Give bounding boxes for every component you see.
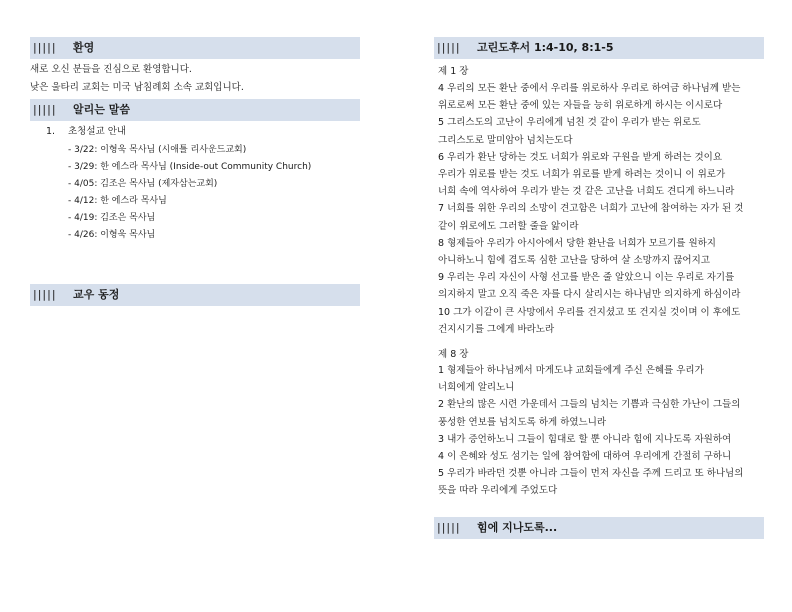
verse-line: 의지하지 말고 오직 죽은 자를 다시 살리시는 하나님만 의지하게 하심이라 bbox=[438, 289, 741, 301]
list-item: - 4/05: 김조은 목사님 (제자삼는교회) bbox=[68, 179, 218, 189]
list-item: - 3/29: 한 에스라 목사님 (Inside-out Community Church) bbox=[68, 162, 312, 172]
section-marker: ||||| bbox=[437, 521, 461, 534]
sermon-header bbox=[434, 517, 764, 539]
section-marker: ||||| bbox=[33, 288, 57, 301]
announcements-header bbox=[30, 99, 360, 121]
scripture-title: 고린도후서 1:4-10, 8:1-5 bbox=[477, 41, 614, 54]
scripture-header bbox=[434, 37, 764, 59]
verse-line: 풍성한 연보를 넘치도록 하게 하였느니라 bbox=[438, 416, 607, 428]
verse-line: 4 이 은혜와 성도 섬기는 일에 참여함에 대하여 우리에게 간절히 구하니 bbox=[438, 451, 732, 463]
announcements-title: 알리는 말씀 bbox=[73, 103, 130, 116]
news-header bbox=[30, 284, 360, 306]
news-title: 교우 동정 bbox=[73, 288, 120, 301]
list-item: - 4/26: 이형욱 목사님 bbox=[68, 230, 156, 240]
section-marker: ||||| bbox=[33, 41, 57, 54]
verse-line: 6 우리가 환난 당하는 것도 너희가 위로와 구원을 받게 하려는 것이요 bbox=[438, 151, 723, 163]
guest-speaker-list bbox=[68, 142, 311, 244]
chapter-8-verses bbox=[438, 362, 764, 500]
verse-line: 3 내가 증언하노니 그들이 힘대로 할 뿐 아니라 힘에 지나도록 자원하여 bbox=[438, 433, 732, 445]
list-number: 1. bbox=[46, 126, 56, 137]
section-marker: ||||| bbox=[437, 41, 461, 54]
announcement-item-title: 초청설교 안내 bbox=[68, 126, 127, 137]
sermon-title: 힘에 지나도록... bbox=[477, 521, 558, 534]
chapter-1-verses bbox=[438, 80, 764, 338]
verse-line: 10 그가 이같이 큰 사망에서 우리를 건지셨고 또 건지실 것이며 이 후에도 bbox=[438, 306, 741, 318]
list-item: - 4/19: 김조은 목사님 bbox=[68, 213, 156, 223]
verse-line: 7 너희를 위한 우리의 소망이 견고함은 너희가 고난에 참여하는 자가 된 것 bbox=[438, 203, 744, 215]
verse-line: 아니하노니 힘에 겹도록 심한 고난을 당하여 살 소망까지 끊어지고 bbox=[438, 255, 710, 267]
verse-line: 8 형제들아 우리가 아시아에서 당한 환난을 너희가 모르기를 원하지 bbox=[438, 237, 716, 249]
section-marker: ||||| bbox=[33, 103, 57, 116]
welcome-line-1: 새로 오신 분들을 진심으로 환영합니다. bbox=[30, 64, 192, 75]
verse-line: 그리스도로 말미암아 넘치는도다 bbox=[438, 134, 573, 146]
verse-line: 위로로써 모든 환난 중에 있는 자들을 능히 위로하게 하시는 이시로다 bbox=[438, 100, 723, 112]
list-item: - 3/22: 이형욱 목사님 (시애틀 리사운드교회) bbox=[68, 145, 247, 155]
verse-line: 1 형제들아 하나님께서 마게도냐 교회들에게 주신 은혜를 우리가 bbox=[438, 365, 704, 376]
verse-line: 같이 위로에도 그러할 줄을 앎이라 bbox=[438, 220, 579, 232]
verse-line: 2 환난의 많은 시련 가운데서 그들의 넘치는 기쁨과 극심한 가난이 그들의 bbox=[438, 399, 741, 411]
verse-line: 5 그리스도의 고난이 우리에게 넘친 것 같이 우리가 받는 위로도 bbox=[438, 117, 701, 129]
verse-line: 너희에게 알리노니 bbox=[438, 382, 515, 394]
welcome-title: 환영 bbox=[73, 41, 95, 54]
verse-line: 우리가 위로를 받는 것도 너희가 위로를 받게 하려는 것이니 이 위로가 bbox=[438, 169, 726, 181]
verse-line: 5 우리가 바라던 것뿐 아니라 그들이 먼저 자신을 주께 드리고 또 하나님의 bbox=[438, 468, 744, 480]
verse-line: 뜻을 따라 우리에게 주었도다 bbox=[438, 485, 558, 497]
verse-line: 9 우리는 우리 자신이 사형 선고를 받은 줄 알았으니 이는 우리로 자기를 bbox=[438, 272, 735, 284]
welcome-header bbox=[30, 37, 360, 59]
list-item: - 4/12: 한 에스라 목사님 bbox=[68, 196, 167, 206]
chapter-1-label: 제 1 장 bbox=[438, 66, 469, 77]
chapter-8-label: 제 8 장 bbox=[438, 349, 469, 360]
verse-line: 4 우리의 모든 환난 중에서 우리를 위로하사 우리로 하여금 하나님께 받는 bbox=[438, 83, 741, 94]
verse-line: 너희 속에 역사하여 우리가 받는 것 같은 고난을 너희도 견디게 하느니라 bbox=[438, 186, 735, 198]
verse-line: 건지시기를 그에게 바라노라 bbox=[438, 323, 555, 335]
welcome-line-2: 낮은 울타리 교회는 미국 남침례회 소속 교회입니다. bbox=[30, 82, 244, 93]
